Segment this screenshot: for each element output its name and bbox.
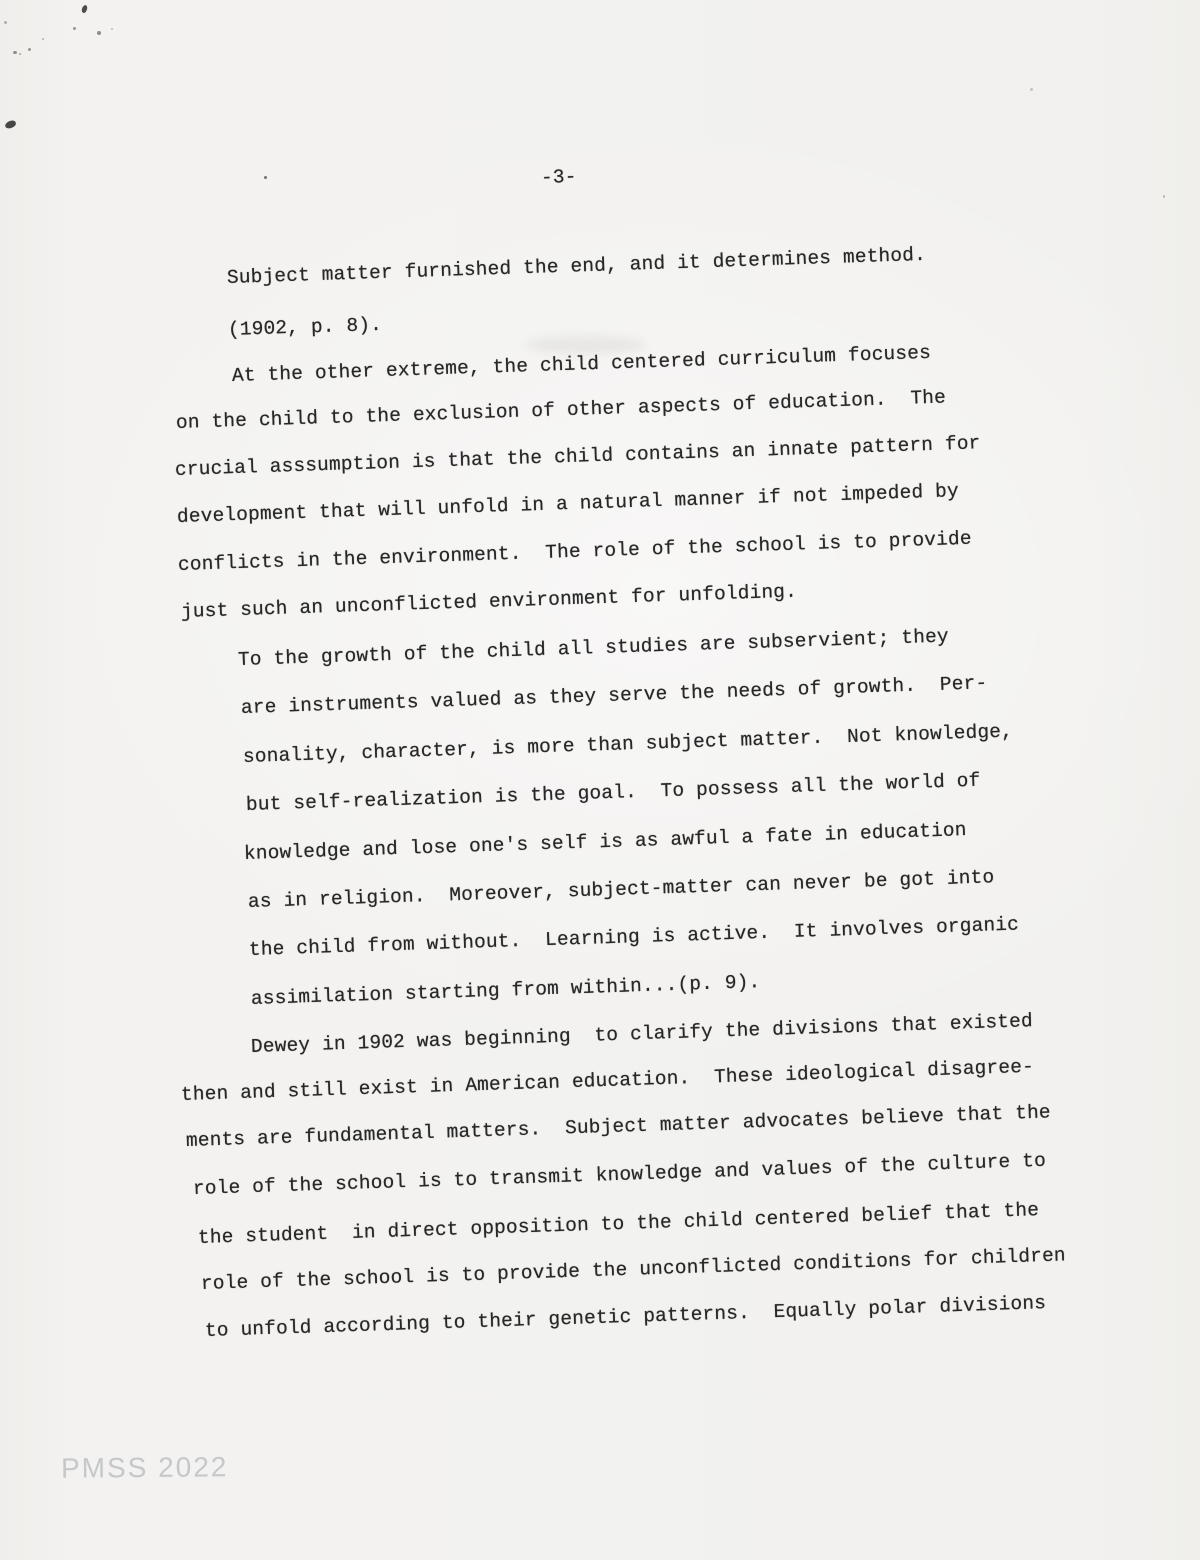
- text-line: role of the school is to transmit knowledge and values of the culture to: [192, 1149, 1047, 1200]
- ink-speck: [97, 31, 101, 35]
- text-line: Dewey in 1902 was beginning to clarify the divisions that existed: [250, 1010, 1034, 1058]
- ink-speck: [4, 21, 7, 24]
- text-line: development that will unfold in a natural manner if not impeded by: [176, 480, 960, 528]
- text-line: are instruments valued as they serve the needs of growth. Per-: [240, 672, 988, 719]
- ink-speck: [1030, 88, 1033, 91]
- text-line: to unfold according to their genetic patterns. Equally polar divisions: [204, 1292, 1047, 1342]
- text-line: (1902, p. 8).: [227, 313, 383, 341]
- ink-speck: [1163, 195, 1165, 198]
- text-line: At the other extreme, the child centered curriculum focuses: [231, 341, 932, 387]
- text-line: Subject matter furnished the end, and it determines method.: [226, 243, 927, 289]
- text-line: sonality, character, is more than subject matter. Not knowledge,: [242, 720, 1014, 768]
- text-line: crucial asssumption is that the child contains an innate pattern for: [174, 432, 981, 481]
- text-line: assimilation starting from within...(p. 9).: [250, 971, 761, 1010]
- text-line: conflicts in the environment. The role of the school is to provide: [177, 527, 973, 576]
- text-line: but self-realization is the goal. To possess all the world of: [245, 769, 981, 816]
- ink-speck: [264, 176, 267, 179]
- ink-speck: [81, 4, 89, 13]
- ink-speck: [111, 28, 113, 30]
- text-line: then and still exist in American education. These ideological disagree-: [180, 1055, 1035, 1106]
- text-line: knowledge and lose one's self is as awful a fate in education: [243, 819, 967, 865]
- text-line: as in religion. Moreover, subject-matter can never be got into: [247, 866, 995, 913]
- archive-watermark: PMSS 2022: [60, 1451, 229, 1484]
- ink-speck: [19, 53, 21, 55]
- ink-speck: [13, 51, 17, 54]
- text-line: just such an unconflicted environment for unfolding.: [180, 580, 798, 623]
- ink-speck: [42, 38, 44, 40]
- ink-speck: [73, 27, 76, 30]
- text-line: To the growth of the child all studies are subservient; they: [237, 625, 950, 671]
- text-line: on the child to the exclusion of other aspects of education. The: [175, 386, 947, 434]
- ink-speck: [4, 120, 16, 130]
- page-number: -3-: [540, 165, 577, 189]
- ink-speck: [28, 48, 31, 51]
- text-line: the child from without. Learning is active. It involves organic: [248, 913, 1020, 961]
- text-line: role of the school is to provide the unconflicted conditions for children: [200, 1244, 1067, 1295]
- text-line: the student in direct opposition to the child centered belief that the: [197, 1199, 1040, 1249]
- text-line: ments are fundamental matters. Subject matter advocates believe that the: [185, 1101, 1052, 1152]
